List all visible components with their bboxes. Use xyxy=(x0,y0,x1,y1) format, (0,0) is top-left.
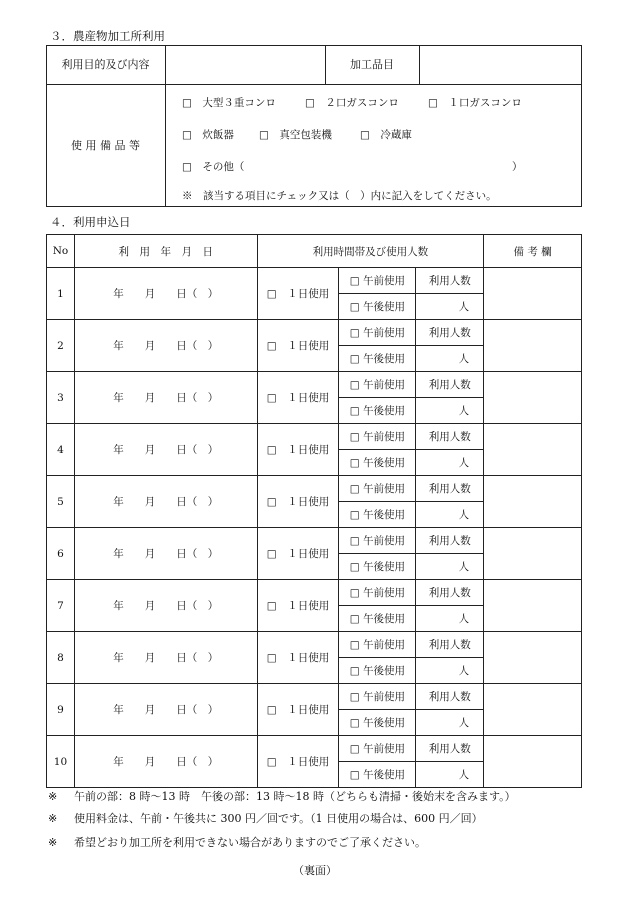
option-other-close: ） xyxy=(512,161,523,173)
date-field[interactable]: 年 月 日（ ） xyxy=(74,684,257,736)
remarks-field[interactable] xyxy=(484,684,582,736)
pm-checkbox[interactable]: □ 午後使用 xyxy=(339,606,416,632)
person-count-field[interactable]: 人 xyxy=(416,294,484,320)
full-day-checkbox[interactable]: □ １日使用 xyxy=(257,684,339,736)
note-disclaimer: ※ 希望どおり加工所を利用できない場合がありますのでご了承ください。 xyxy=(48,836,426,849)
am-checkbox[interactable]: □ 午前使用 xyxy=(339,528,416,554)
person-count-field[interactable]: 人 xyxy=(416,658,484,684)
full-day-checkbox[interactable]: □ １日使用 xyxy=(257,268,339,320)
person-count-field[interactable]: 人 xyxy=(416,710,484,736)
am-checkbox[interactable]: □ 午前使用 xyxy=(339,372,416,398)
date-field[interactable]: 年 月 日（ ） xyxy=(74,528,257,580)
pm-checkbox[interactable]: □ 午後使用 xyxy=(339,450,416,476)
application-dates-table xyxy=(46,234,582,788)
table-row xyxy=(47,736,582,762)
am-checkbox[interactable]: □ 午前使用 xyxy=(339,320,416,346)
full-day-checkbox[interactable]: □ １日使用 xyxy=(257,580,339,632)
page-footer: （裏面） xyxy=(293,864,337,877)
full-day-checkbox[interactable]: □ １日使用 xyxy=(257,424,339,476)
row-number: 7 xyxy=(47,580,75,632)
pm-checkbox[interactable]: □ 午後使用 xyxy=(339,710,416,736)
section3-title: ３．農産物加工所利用 xyxy=(50,29,165,43)
users-label: 利用人数 xyxy=(416,580,484,606)
pm-checkbox[interactable]: □ 午後使用 xyxy=(339,346,416,372)
person-count-field[interactable]: 人 xyxy=(416,606,484,632)
table-row xyxy=(47,632,582,658)
am-checkbox[interactable]: □ 午前使用 xyxy=(339,736,416,762)
remarks-field[interactable] xyxy=(484,320,582,372)
remarks-field[interactable] xyxy=(484,424,582,476)
date-field[interactable]: 年 月 日（ ） xyxy=(74,424,257,476)
am-checkbox[interactable]: □ 午前使用 xyxy=(339,424,416,450)
header-time: 利用時間帯及び使用人数 xyxy=(257,235,484,268)
header-no: No xyxy=(47,235,75,268)
row-number: 2 xyxy=(47,320,75,372)
users-label: 利用人数 xyxy=(416,684,484,710)
pm-checkbox[interactable]: □ 午後使用 xyxy=(339,554,416,580)
am-checkbox[interactable]: □ 午前使用 xyxy=(339,684,416,710)
row-number: 9 xyxy=(47,684,75,736)
option-triple-stove[interactable]: □ 大型３重コンロ xyxy=(182,97,276,109)
option-refrigerator[interactable]: □ 冷蔵庫 xyxy=(360,129,412,141)
person-count-field[interactable]: 人 xyxy=(416,450,484,476)
full-day-checkbox[interactable]: □ １日使用 xyxy=(257,528,339,580)
users-label: 利用人数 xyxy=(416,736,484,762)
am-checkbox[interactable]: □ 午前使用 xyxy=(339,268,416,294)
row-number: 4 xyxy=(47,424,75,476)
users-label: 利用人数 xyxy=(416,632,484,658)
option-double-gas-stove[interactable]: □ ２口ガスコンロ xyxy=(305,97,399,109)
users-label: 利用人数 xyxy=(416,372,484,398)
equipment-label: 使 用 備 品 等 xyxy=(71,139,140,152)
full-day-checkbox[interactable]: □ １日使用 xyxy=(257,632,339,684)
section3-note: ※ 該当する項目にチェック又は（ ）内に記入をしてください。 xyxy=(182,190,497,202)
row-number: 6 xyxy=(47,528,75,580)
users-label: 利用人数 xyxy=(416,320,484,346)
pm-checkbox[interactable]: □ 午後使用 xyxy=(339,762,416,788)
users-label: 利用人数 xyxy=(416,476,484,502)
date-field[interactable]: 年 月 日（ ） xyxy=(74,736,257,788)
date-field[interactable]: 年 月 日（ ） xyxy=(74,268,257,320)
date-field[interactable]: 年 月 日（ ） xyxy=(74,476,257,528)
full-day-checkbox[interactable]: □ １日使用 xyxy=(257,476,339,528)
note-fee: ※ 使用料金は、午前・午後共に 300 円／回です。（1 日使用の場合は、600 円／回） xyxy=(48,812,483,825)
table-row xyxy=(47,268,582,294)
table-row xyxy=(47,528,582,554)
pm-checkbox[interactable]: □ 午後使用 xyxy=(339,398,416,424)
purpose-field[interactable] xyxy=(166,46,324,84)
product-label: 加工品目 xyxy=(350,58,394,71)
date-field[interactable]: 年 月 日（ ） xyxy=(74,632,257,684)
full-day-checkbox[interactable]: □ １日使用 xyxy=(257,320,339,372)
date-field[interactable]: 年 月 日（ ） xyxy=(74,372,257,424)
table-row xyxy=(47,424,582,450)
table-row xyxy=(47,372,582,398)
users-label: 利用人数 xyxy=(416,268,484,294)
row-number: 5 xyxy=(47,476,75,528)
option-single-gas-stove[interactable]: □ １口ガスコンロ xyxy=(428,97,522,109)
option-rice-cooker[interactable]: □ 炊飯器 xyxy=(182,129,234,141)
pm-checkbox[interactable]: □ 午後使用 xyxy=(339,658,416,684)
section4-title: ４．利用申込日 xyxy=(50,215,131,229)
row-number: 8 xyxy=(47,632,75,684)
remarks-field[interactable] xyxy=(484,528,582,580)
date-field[interactable]: 年 月 日（ ） xyxy=(74,320,257,372)
option-vacuum-packer[interactable]: □ 真空包装機 xyxy=(259,129,332,141)
product-field[interactable] xyxy=(420,46,581,84)
am-checkbox[interactable]: □ 午前使用 xyxy=(339,632,416,658)
full-day-checkbox[interactable]: □ １日使用 xyxy=(257,372,339,424)
table-row xyxy=(47,476,582,502)
remarks-field[interactable] xyxy=(484,736,582,788)
purpose-label: 利用目的及び内容 xyxy=(61,58,150,71)
full-day-checkbox[interactable]: □ １日使用 xyxy=(257,736,339,788)
header-date: 利 用 年 月 日 xyxy=(74,235,257,268)
remarks-field[interactable] xyxy=(484,372,582,424)
am-checkbox[interactable]: □ 午前使用 xyxy=(339,476,416,502)
table-row xyxy=(47,580,582,606)
person-count-field[interactable]: 人 xyxy=(416,502,484,528)
person-count-field[interactable]: 人 xyxy=(416,762,484,788)
header-remarks: 備 考 欄 xyxy=(484,235,582,268)
am-checkbox[interactable]: □ 午前使用 xyxy=(339,580,416,606)
row-number: 1 xyxy=(47,268,75,320)
option-other[interactable]: □ その他（ xyxy=(182,161,245,173)
table-row xyxy=(47,684,582,710)
remarks-field[interactable] xyxy=(484,632,582,684)
person-count-field[interactable]: 人 xyxy=(416,346,484,372)
person-count-field[interactable]: 人 xyxy=(416,554,484,580)
note-hours: ※ 午前の部：8 時〜13 時 午後の部：13 時〜18 時（どちらも清掃・後始末を含みます。） xyxy=(48,790,516,803)
person-count-field[interactable]: 人 xyxy=(416,398,484,424)
users-label: 利用人数 xyxy=(416,528,484,554)
date-field[interactable]: 年 月 日（ ） xyxy=(74,580,257,632)
remarks-field[interactable] xyxy=(484,476,582,528)
pm-checkbox[interactable]: □ 午後使用 xyxy=(339,294,416,320)
users-label: 利用人数 xyxy=(416,424,484,450)
remarks-field[interactable] xyxy=(484,268,582,320)
remarks-field[interactable] xyxy=(484,580,582,632)
row-number: 10 xyxy=(47,736,75,788)
row-number: 3 xyxy=(47,372,75,424)
pm-checkbox[interactable]: □ 午後使用 xyxy=(339,502,416,528)
table-row xyxy=(47,320,582,346)
